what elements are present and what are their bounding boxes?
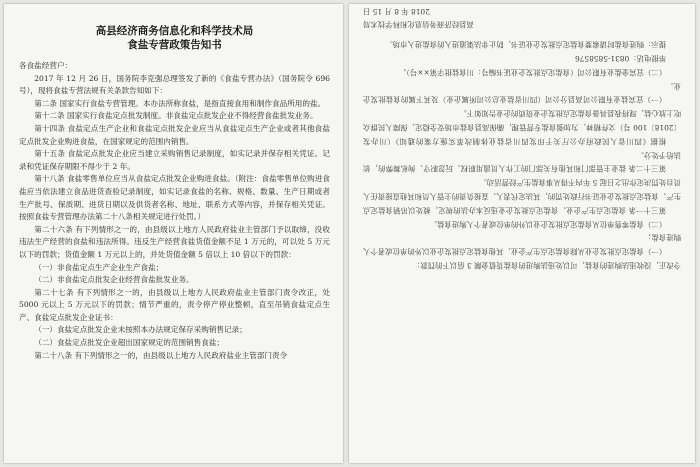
paragraph: 提示：购进食盐时请索要食盐定点批发企业证书，防止非法渠道进入的食盐进入市场。 bbox=[385, 40, 667, 50]
notice-page-left bbox=[4, 4, 343, 463]
paragraph: 第十四条 食盐定点生产企业和食盐定点批发企业应当从食盐定点生产企业或者其他食盐定点批发企业购进食盐，在国家规定的范围内销售。 bbox=[19, 123, 330, 146]
paragraph: 第三十二条 盐业主管部门和其他有关部门的工作人员滥用职权、玩忽职守、徇私舞弊的，依法给予处分。 bbox=[363, 150, 681, 174]
paragraph: （一）宜宾盐业有限公司高县分公司（四川省盐业总公司所属企业）及其下属的食盐批发企业。 bbox=[363, 81, 681, 105]
paragraph: 第十五条 食盐定点批发企业应当建立采购销售记录制度，如实记录并保存相关凭证。记录和凭证保存期限不得少于 2 年。 bbox=[19, 149, 330, 171]
paragraph: 第十二条 国家实行食盐定点批发制度。非食盐定点批发企业不得经营食盐批发业务。 bbox=[34, 111, 318, 121]
paragraph: 令改正，没收违法购进的食盐，可以处违法购进的食盐货值金额 3 倍以下的罚款： bbox=[412, 261, 681, 271]
left-page-content bbox=[4, 4, 343, 362]
paragraph: （一）食盐定点批发企业未按照本办法规定保存采购销售记录； bbox=[34, 325, 247, 335]
notice-page-right bbox=[349, 4, 695, 463]
right-page-content-upside-down bbox=[349, 4, 695, 290]
signature-date: 2018 年 8 月 15 日 bbox=[363, 6, 430, 16]
paragraph: 第十八条 食盐零售单位应当从食盐定点批发企业购进食盐。（附注：食盐零售单位购进食盐应当依法建立食品进货查验记录制度，如实记录食盐的名称、规格、数量、生产日期或者生产批号、保质期、进货日期以及供货者名称、地址、联系方式等内容，并保存相关凭证。按照食盐专营管理办法第二十八条相关规定进行处罚。） bbox=[19, 174, 330, 222]
paragraph: （二）宜宾金盐业有限公司（食盐定点批发企业证书编号：川食盐批字第××号）。 bbox=[398, 67, 667, 77]
paragraph: （一）食盐定点批发企业从除食盐定点生产企业、其他食盐定点批发企业以外的单位或者个人购进食盐； bbox=[363, 233, 681, 257]
report-phone: 举报电话：0831-5858576 bbox=[575, 54, 667, 64]
paragraph: 第二十八条 有下列情形之一的，由县级以上地方人民政府盐业主管部门责令 bbox=[34, 350, 288, 360]
paragraph: 第二十六条 有下列情形之一的，由县级以上地方人民政府盐业主管部门予以取缔，没收违法生产经营的食盐和违法所得。违反生产经营食盐货值金额不足 1 万元的，可以处 5 万元以下的罚款；货值金额 1 万元以上的，并处货值金额 5 倍以上 10 倍以下的罚款： bbox=[19, 224, 330, 259]
paragraph: 2017 年 12 月 26 日，国务院李克强总理签发了新的《食盐专营办法》（国务院令 696 号），现将食盐专营法规有关条款告知如下： bbox=[19, 73, 330, 96]
paragraph: 第二十七条 有下列情形之一的，由县级以上地方人民政府盐业主管部门责令改正，处 5000 元以上 5 万元以下的罚款；情节严重的，责令停产停业整顿，直至吊销食盐定点生产、食盐定点批发企业证书： bbox=[19, 287, 330, 322]
paragraph: 第二条 国家实行食盐专营管理。本办法所称食盐，是指直接食用和制作食品所用的盐。 bbox=[34, 98, 326, 108]
salutation: 各食盐经营户： bbox=[19, 61, 73, 70]
paragraph: 第三十一条 食盐定点生产企业、食盐定点批发企业违反本办法的规定，被处以吊销食盐定点生产、食盐定点批发企业证书行政处罚的，其法定代表人、直接负责的主管人员和其他直接责任人员自处罚决定作出之日起 5 年内不得从事食盐生产经营活动。 bbox=[363, 178, 681, 215]
document-title-line1: 高县经济商务信息化和科学技术局 bbox=[95, 25, 254, 37]
paragraph: 根据《四川省人民政府办公厅关于印发四川省盐业体制改革实施方案的通知》（川办发〔2018〕100 号）文件精神，为加强食盐专营管理，确保高县食盐市场安全稳定，保障人民群众吃上放心盐，现将我县具备食盐定点批发企业资质的企业告知如下。 bbox=[363, 109, 681, 146]
paragraph: （二）食盐定点批发企业超出国家规定的范围销售食盐； bbox=[34, 338, 225, 348]
paragraph: （二）食盐零售单位从食盐定点批发企业以外的单位或者个人购进食盐。 bbox=[429, 219, 667, 229]
paragraph: （一）非食盐定点生产企业生产食盐； bbox=[34, 262, 164, 272]
paragraph: （二）非食盐定点批发企业经营食盐批发业务。 bbox=[34, 275, 194, 285]
signature-org: 高县经济商务信息化和科学技术局 bbox=[363, 20, 474, 30]
document-title-line2: 食盐专营政策告知书 bbox=[127, 39, 222, 51]
